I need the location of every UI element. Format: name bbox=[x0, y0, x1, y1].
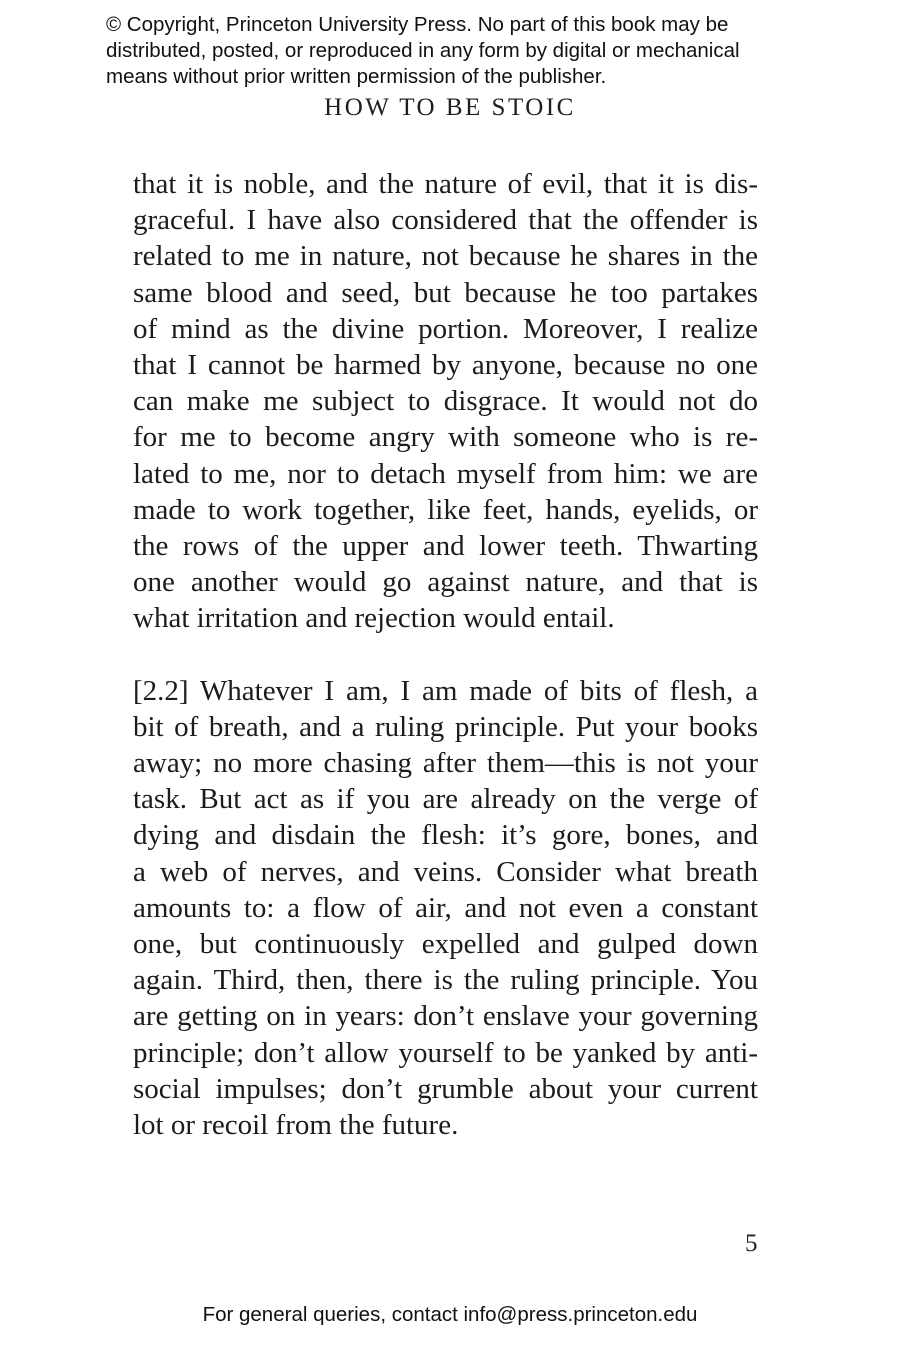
copyright-line: distributed, posted, or reproduced in any form by digital or mechanical bbox=[106, 39, 740, 62]
footer-contact: For general queries, contact info@press.princeton.edu bbox=[202, 1303, 698, 1326]
page-number: 5 bbox=[745, 1230, 758, 1257]
text-line: for me to become angry with someone who is re- bbox=[133, 421, 758, 454]
text-line: are getting on in years: don’t enslave your governing bbox=[133, 1000, 758, 1033]
copyright-line: means without prior written permission of the publisher. bbox=[106, 65, 607, 88]
text-line: related to me in nature, not because he shares in the bbox=[133, 240, 758, 273]
paragraph bbox=[133, 166, 758, 637]
text-line: again. Third, then, there is the ruling principle. You bbox=[133, 964, 758, 997]
text-line: a web of nerves, and veins. Consider what breath bbox=[133, 855, 758, 888]
running-head: HOW TO BE STOIC bbox=[324, 94, 576, 121]
text-line: graceful. I have also considered that the offender is bbox=[133, 204, 758, 237]
text-line: social impulses; don’t grumble about your current bbox=[133, 1072, 758, 1105]
text-line: away; no more chasing after them—this is not your bbox=[133, 747, 758, 780]
text-line: lot or recoil from the future. bbox=[133, 1109, 459, 1142]
text-line: what irritation and rejection would entail. bbox=[133, 602, 615, 635]
copyright-notice bbox=[106, 12, 826, 90]
text-line: made to work together, like feet, hands, eyelids, or bbox=[133, 493, 758, 526]
paragraph bbox=[133, 673, 758, 1144]
text-line: that I cannot be harmed by anyone, because no one bbox=[133, 349, 758, 382]
text-line: amounts to: a flow of air, and not even a constant bbox=[133, 891, 758, 924]
text-line: principle; don’t allow yourself to be yanked by anti- bbox=[133, 1036, 758, 1069]
text-line: bit of breath, and a ruling principle. Put your books bbox=[133, 710, 758, 743]
text-line: lated to me, nor to detach myself from him: we are bbox=[133, 457, 758, 490]
text-line: one, but continuously expelled and gulped down bbox=[133, 928, 758, 961]
text-line: that it is noble, and the nature of evil, that it is dis- bbox=[133, 168, 758, 200]
text-line: one another would go against nature, and that is bbox=[133, 566, 758, 599]
copyright-line: © Copyright, Princeton University Press. No part of this book may be bbox=[106, 13, 729, 36]
body-text bbox=[133, 166, 758, 1143]
text-line: [2.2] Whatever I am, I am made of bits of flesh, a bbox=[133, 674, 758, 707]
text-line: dying and disdain the flesh: it’s gore, bones, and bbox=[133, 819, 758, 852]
text-line: task. But act as if you are already on the verge of bbox=[133, 783, 758, 816]
text-line: same blood and seed, but because he too partakes bbox=[133, 276, 758, 309]
text-line: the rows of the upper and lower teeth. Thwarting bbox=[133, 530, 758, 563]
text-line: can make me subject to disgrace. It would not do bbox=[133, 385, 758, 418]
text-line: of mind as the divine portion. Moreover, I realize bbox=[133, 312, 758, 345]
